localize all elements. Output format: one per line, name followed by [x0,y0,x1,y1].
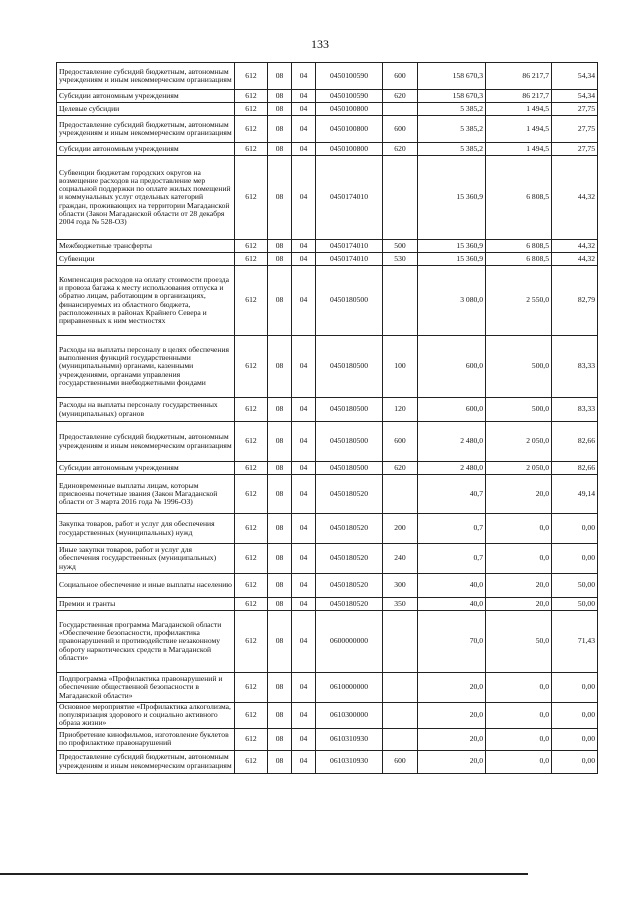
cell-pr: 04 [292,750,316,773]
cell-plan: 20,0 [418,703,486,729]
cell-rz: 08 [268,63,292,90]
cell-plan: 5 385,2 [418,143,486,156]
cell-ved: 612 [235,336,268,398]
cell-rz: 08 [268,156,292,240]
cell-pct: 50,00 [552,574,598,598]
cell-plan: 15 360,9 [418,253,486,266]
cell-fact: 20,0 [486,475,552,514]
cell-vr [383,156,418,240]
cell-vr: 600 [383,63,418,90]
cell-pct: 27,75 [552,103,598,116]
cell-ved: 612 [235,611,268,673]
table-row [57,253,598,266]
cell-ved: 612 [235,398,268,422]
cell-rz: 08 [268,673,292,703]
cell-plan: 2 480,0 [418,462,486,475]
cell-rz: 08 [268,703,292,729]
table-row [57,398,598,422]
cell-fact: 2 550,0 [486,266,552,336]
cell-name: Предоставление субсидий бюджетным, автономным учреждениям и иным некоммерческим организациям [57,116,235,143]
table-row [57,143,598,156]
cell-name: Компенсация расходов на оплату стоимости проезда и провоза багажа к месту использования отпуска и обратно лицам, работающим в организациях, финансируемых из областного бюджета, расположенных в районах Крайнего Севера и приравненных к ним местностях [57,266,235,336]
cell-pct: 44,32 [552,240,598,253]
cell-ved: 612 [235,116,268,143]
cell-name: Субсидии автономным учреждениям [57,90,235,103]
cell-vr: 620 [383,90,418,103]
cell-ved: 612 [235,156,268,240]
table-row [57,750,598,773]
cell-pr: 04 [292,703,316,729]
cell-plan: 15 360,9 [418,240,486,253]
cell-csr: 0450180500 [316,422,383,462]
table-row [57,266,598,336]
table-row [57,462,598,475]
cell-plan: 40,0 [418,574,486,598]
cell-rz: 08 [268,574,292,598]
cell-vr: 600 [383,422,418,462]
cell-vr: 600 [383,750,418,773]
page-number: 133 [311,37,329,51]
cell-pct: 0,00 [552,703,598,729]
cell-csr: 0450100800 [316,103,383,116]
cell-name: Расходы на выплаты персоналу государственных (муниципальных) органов [57,398,235,422]
cell-name: Целевые субсидии [57,103,235,116]
cell-csr: 0450100800 [316,116,383,143]
table-row [57,673,598,703]
cell-plan: 40,7 [418,475,486,514]
cell-plan: 0,7 [418,544,486,574]
cell-ved: 612 [235,598,268,611]
cell-pr: 04 [292,336,316,398]
table-row [57,336,598,398]
cell-csr: 0450180520 [316,598,383,611]
cell-pct: 0,00 [552,673,598,703]
cell-pct: 0,00 [552,544,598,574]
cell-pr: 04 [292,240,316,253]
cell-vr: 200 [383,514,418,544]
cell-rz: 08 [268,422,292,462]
cell-rz: 08 [268,462,292,475]
cell-rz: 08 [268,253,292,266]
cell-pr: 04 [292,90,316,103]
table-row [57,598,598,611]
cell-pr: 04 [292,598,316,611]
table-row [57,544,598,574]
cell-vr: 350 [383,598,418,611]
cell-vr [383,728,418,750]
cell-ved: 612 [235,750,268,773]
cell-rz: 08 [268,143,292,156]
cell-vr: 100 [383,336,418,398]
cell-csr: 0450180500 [316,462,383,475]
cell-fact: 0,0 [486,728,552,750]
table-row [57,611,598,673]
cell-vr: 500 [383,240,418,253]
table-row [57,116,598,143]
cell-vr: 620 [383,462,418,475]
cell-ved: 612 [235,574,268,598]
cell-plan: 5 385,2 [418,103,486,116]
cell-ved: 612 [235,422,268,462]
cell-csr: 0610300000 [316,703,383,729]
cell-rz: 08 [268,116,292,143]
cell-name: Иные закупки товаров, работ и услуг для обеспечения государственных (муниципальных) нужд [57,544,235,574]
cell-pct: 44,32 [552,156,598,240]
cell-csr: 0450174010 [316,156,383,240]
cell-plan: 0,7 [418,514,486,544]
cell-csr: 0450100590 [316,90,383,103]
cell-fact: 20,0 [486,598,552,611]
cell-fact: 86 217,7 [486,90,552,103]
cell-pct: 27,75 [552,143,598,156]
cell-pct: 83,33 [552,398,598,422]
cell-csr: 0610000000 [316,673,383,703]
cell-pr: 04 [292,462,316,475]
table-row [57,728,598,750]
cell-pct: 82,66 [552,422,598,462]
cell-name: Субсидии автономным учреждениям [57,143,235,156]
cell-fact: 500,0 [486,336,552,398]
cell-fact: 6 808,5 [486,253,552,266]
cell-name: Предоставление субсидий бюджетным, автономным учреждениям и иным некоммерческим организациям [57,750,235,773]
cell-ved: 612 [235,728,268,750]
cell-csr: 0450100590 [316,63,383,90]
cell-pr: 04 [292,728,316,750]
cell-ved: 612 [235,703,268,729]
cell-pct: 49,14 [552,475,598,514]
cell-plan: 600,0 [418,398,486,422]
cell-pr: 04 [292,253,316,266]
cell-name: Субсидии автономным учреждениям [57,462,235,475]
cell-plan: 20,0 [418,673,486,703]
cell-plan: 158 670,3 [418,90,486,103]
cell-fact: 2 050,0 [486,422,552,462]
cell-vr [383,266,418,336]
cell-pct: 54,34 [552,63,598,90]
cell-pct: 83,33 [552,336,598,398]
cell-ved: 612 [235,673,268,703]
cell-csr: 0610310930 [316,750,383,773]
cell-pct: 44,32 [552,253,598,266]
cell-pr: 04 [292,266,316,336]
cell-plan: 600,0 [418,336,486,398]
cell-name: Единовременные выплаты лицам, которым присвоены почетные звания (Закон Магаданской области от 3 марта 2016 года № 1996-ОЗ) [57,475,235,514]
cell-name: Государственная программа Магаданской области «Обеспечение безопасности, профилактика правонарушений и противодействие незаконному обороту наркотических средств в Магаданской области» [57,611,235,673]
cell-pct: 82,66 [552,462,598,475]
cell-plan: 70,0 [418,611,486,673]
cell-csr: 0450180520 [316,514,383,544]
cell-fact: 1 494,5 [486,103,552,116]
cell-plan: 5 385,2 [418,116,486,143]
cell-pct: 0,00 [552,728,598,750]
table-row [57,103,598,116]
cell-name: Основное мероприятие «Профилактика алкоголизма, популяризация здорового и социально активного образа жизни» [57,703,235,729]
cell-pr: 04 [292,574,316,598]
cell-fact: 0,0 [486,750,552,773]
cell-name: Премии и гранты [57,598,235,611]
cell-fact: 0,0 [486,703,552,729]
cell-ved: 612 [235,266,268,336]
cell-plan: 20,0 [418,750,486,773]
table-row [57,240,598,253]
cell-name: Закупка товаров, работ и услуг для обеспечения государственных (муниципальных) нужд [57,514,235,544]
bottom-rule [0,873,528,875]
cell-fact: 2 050,0 [486,462,552,475]
cell-pct: 0,00 [552,750,598,773]
cell-vr [383,475,418,514]
table-row [57,574,598,598]
cell-vr: 600 [383,116,418,143]
cell-rz: 08 [268,398,292,422]
cell-plan: 2 480,0 [418,422,486,462]
cell-pct: 82,79 [552,266,598,336]
cell-plan: 40,0 [418,598,486,611]
cell-csr: 0610310930 [316,728,383,750]
cell-csr: 0600000000 [316,611,383,673]
cell-fact: 1 494,5 [486,143,552,156]
cell-pr: 04 [292,673,316,703]
cell-fact: 20,0 [486,574,552,598]
cell-pct: 27,75 [552,116,598,143]
cell-ved: 612 [235,544,268,574]
cell-ved: 612 [235,514,268,544]
cell-name: Субвенции [57,253,235,266]
table-row [57,475,598,514]
cell-fact: 86 217,7 [486,63,552,90]
cell-ved: 612 [235,253,268,266]
cell-pct: 0,00 [552,514,598,544]
cell-rz: 08 [268,240,292,253]
table-row [57,514,598,544]
cell-vr [383,673,418,703]
cell-pr: 04 [292,116,316,143]
table-row [57,422,598,462]
table-row [57,90,598,103]
cell-pr: 04 [292,544,316,574]
cell-name: Приобретение кинофильмов, изготовление буклетов по профилактике правонарушений [57,728,235,750]
cell-plan: 3 080,0 [418,266,486,336]
cell-name: Подпрограмма «Профилактика правонарушений и обеспечение общественной безопасности в Магаданской области» [57,673,235,703]
cell-ved: 612 [235,143,268,156]
cell-csr: 0450174010 [316,253,383,266]
budget-table [56,62,598,774]
cell-csr: 0450180500 [316,398,383,422]
cell-csr: 0450180520 [316,544,383,574]
cell-name: Расходы на выплаты персоналу в целях обеспечения выполнения функций государственными (муниципальными) органами, казенными учреждениями, органами управления государственными внебюджетными фондами [57,336,235,398]
cell-vr: 300 [383,574,418,598]
cell-pr: 04 [292,611,316,673]
cell-ved: 612 [235,475,268,514]
cell-rz: 08 [268,544,292,574]
cell-fact: 50,0 [486,611,552,673]
cell-rz: 08 [268,475,292,514]
cell-vr: 120 [383,398,418,422]
cell-pct: 71,43 [552,611,598,673]
cell-rz: 08 [268,514,292,544]
cell-rz: 08 [268,728,292,750]
cell-vr [383,611,418,673]
cell-rz: 08 [268,103,292,116]
cell-plan: 15 360,9 [418,156,486,240]
cell-csr: 0450180500 [316,336,383,398]
cell-fact: 6 808,5 [486,240,552,253]
cell-fact: 500,0 [486,398,552,422]
cell-name: Межбюджетные трансферты [57,240,235,253]
cell-pr: 04 [292,514,316,544]
cell-pr: 04 [292,143,316,156]
cell-vr: 620 [383,143,418,156]
cell-fact: 6 808,5 [486,156,552,240]
cell-vr: 240 [383,544,418,574]
table-row [57,63,598,90]
cell-pr: 04 [292,398,316,422]
cell-fact: 1 494,5 [486,116,552,143]
cell-csr: 0450174010 [316,240,383,253]
cell-pr: 04 [292,475,316,514]
cell-name: Социальное обеспечение и иные выплаты населению [57,574,235,598]
cell-name: Предоставление субсидий бюджетным, автономным учреждениям и иным некоммерческим организациям [57,422,235,462]
cell-pct: 54,34 [552,90,598,103]
cell-ved: 612 [235,63,268,90]
cell-csr: 0450180520 [316,574,383,598]
cell-rz: 08 [268,750,292,773]
cell-vr: 530 [383,253,418,266]
table-row [57,156,598,240]
cell-rz: 08 [268,598,292,611]
cell-ved: 612 [235,462,268,475]
cell-rz: 08 [268,90,292,103]
cell-vr [383,703,418,729]
cell-csr: 0450180520 [316,475,383,514]
cell-ved: 612 [235,240,268,253]
cell-csr: 0450100800 [316,143,383,156]
cell-ved: 612 [235,103,268,116]
cell-fact: 0,0 [486,673,552,703]
cell-rz: 08 [268,336,292,398]
cell-pr: 04 [292,103,316,116]
cell-name: Субвенции бюджетам городских округов на возмещение расходов на предоставление мер социальной поддержки по оплате жилых помещений и коммунальных услуг отдельных категорий граждан, проживающих на территории Магаданской области (Закон Магаданской области от 28 декабря 2004 года № 528-ОЗ) [57,156,235,240]
cell-csr: 0450180500 [316,266,383,336]
cell-pct: 50,00 [552,598,598,611]
cell-rz: 08 [268,611,292,673]
cell-name: Предоставление субсидий бюджетным, автономным учреждениям и иным некоммерческим организациям [57,63,235,90]
cell-plan: 158 670,3 [418,63,486,90]
cell-pr: 04 [292,63,316,90]
cell-pr: 04 [292,156,316,240]
cell-vr [383,103,418,116]
cell-fact: 0,0 [486,514,552,544]
cell-ved: 612 [235,90,268,103]
table-row [57,703,598,729]
cell-pr: 04 [292,422,316,462]
cell-fact: 0,0 [486,544,552,574]
cell-rz: 08 [268,266,292,336]
cell-plan: 20,0 [418,728,486,750]
